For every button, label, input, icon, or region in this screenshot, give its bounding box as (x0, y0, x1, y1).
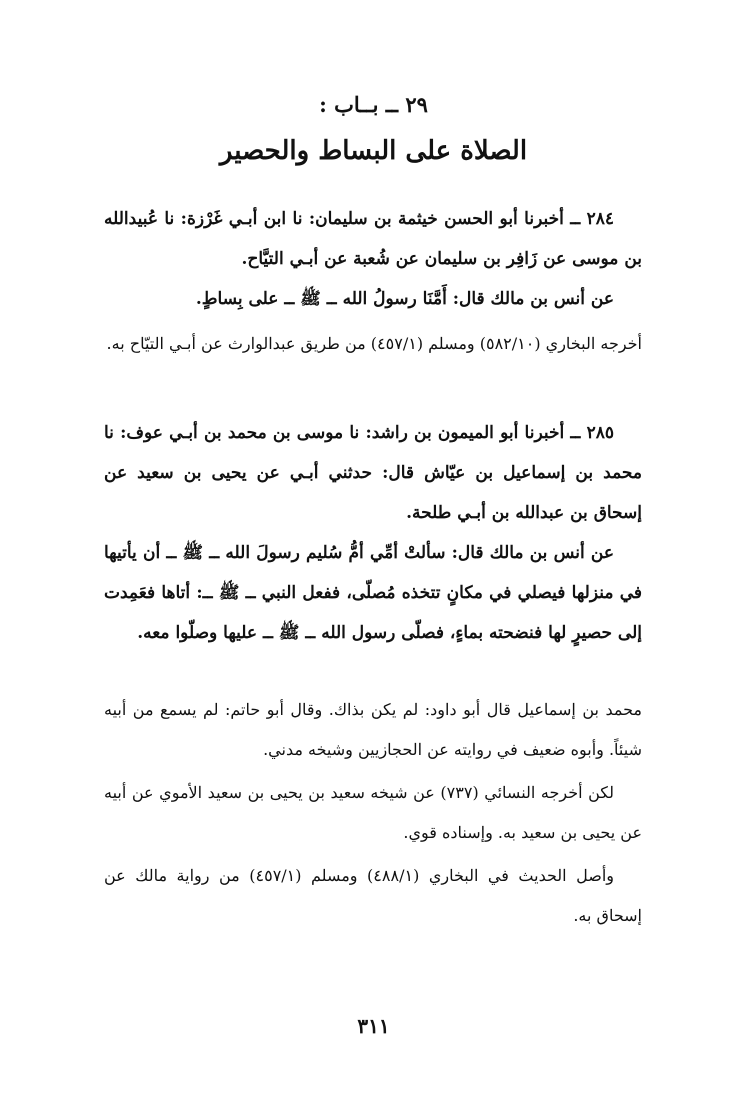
chapter-number: ٢٩ ــ بــاب : (319, 92, 428, 117)
hadith-285-note-1: محمد بن إسماعيل قال أبو داود: لم يكن بذاك. وقال أبو حاتم: لم يسمع من أبيه شيئاً. وأبوه ضعيف في روايته عن الحجازيين وشيخه مدني. (104, 700, 642, 759)
hadith-285-note-2: لكن أخرجه النسائي (٧٣٧) عن شيخه سعيد بن يحيى بن سعيد الأموي عن أبيه عن يحيى بن سعيد به. وإسناده قوي. (104, 783, 642, 842)
hadith-284-isnad: ٢٨٤ ــ أخبرنا أبو الحسن خيثمة بن سليمان: نا ابن أبـي غَرْزة: نا عُبيدالله بن موسى عن زَافِر بن سليمان عن شُعبة عن أبـي التيَّاح. (104, 209, 642, 269)
hadith-285-isnad: ٢٨٥ ــ أخبرنا أبو الميمون بن راشد: نا موسى بن محمد بن أبـي عوف: نا محمد بن إسماعيل بن عيّاش قال: حدثني أبـي عن يحيى بن سعيد عن إسحاق بن عبدالله بن أبـي طلحة. (104, 423, 642, 523)
hadith-285-note-3: وأصل الحديث في البخاري (٤٨٨/١) ومسلم (٤٥٧/١) من رواية مالك عن إسحاق به. (104, 866, 642, 925)
hadith-284-matn: عن أنس بن مالك قال: أَمَّنَا رسولُ الله ــ ﷺ ــ على بِساطٍ. (195, 289, 614, 309)
hadith-284-takhrij: أخرجه البخاري (٥٨٢/١٠) ومسلم (٤٥٧/١) من طريق عبدالوارث عن أبـي التيّاح به. (106, 334, 642, 353)
hadith-285-matn: عن أنس بن مالك قال: سألتْ أمِّي أمُّ سُليم رسولَ الله ــ ﷺ ــ أن يأتيها في منزلها فيصلي في مكانٍ تتخذه مُصلّى، ففعل النبي ــ ﷺ ــ: أتاها فعَمِدت إلى حصيرٍ لها فنضحته بماءٍ، فصلّى رسول الله ــ ﷺ ــ عليها وصلّوا معه. (104, 543, 642, 643)
chapter-title: الصلاة على البساط والحصير (219, 136, 528, 166)
page-number: ٣١١ (357, 1014, 390, 1038)
